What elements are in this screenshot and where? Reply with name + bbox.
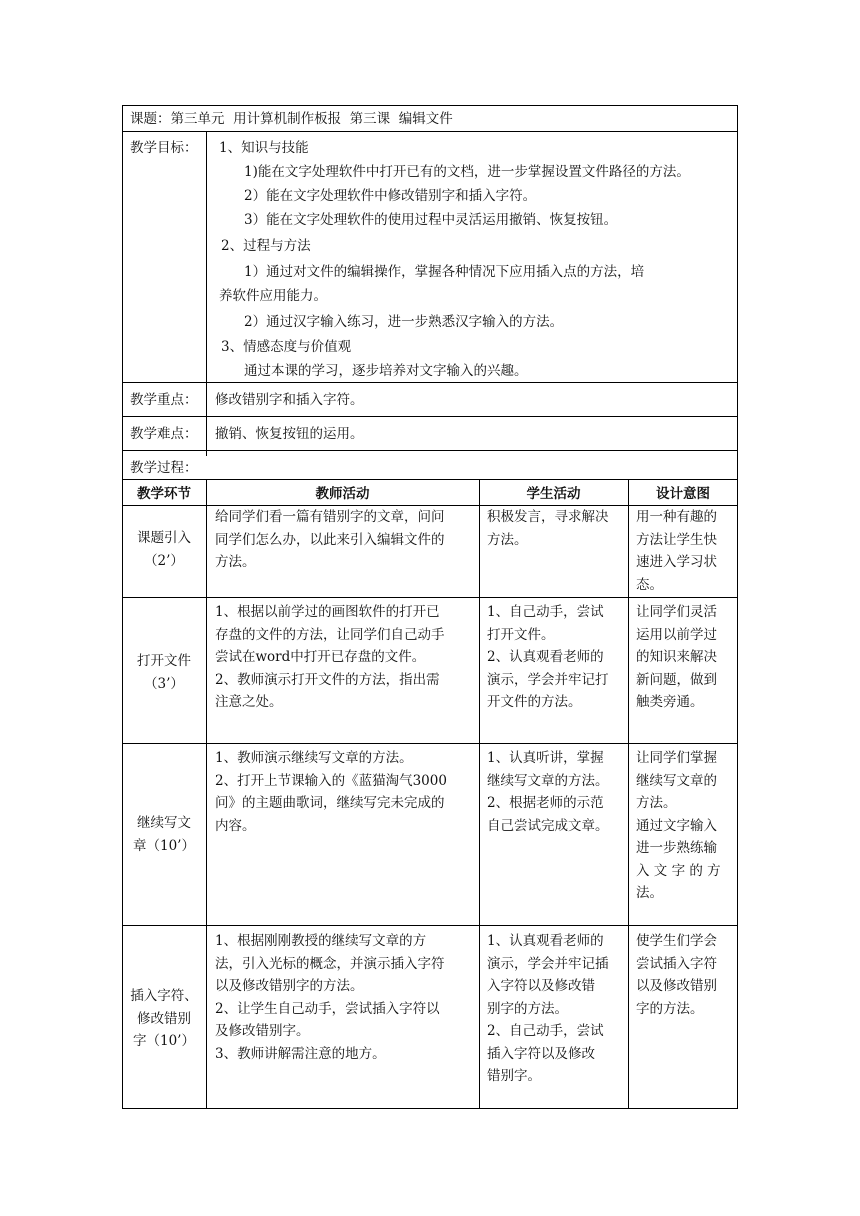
col-header-intent: 设计意图 — [656, 486, 710, 502]
objectives-label: 教学目标： — [130, 140, 198, 156]
col-header-teacher: 教师活动 — [315, 486, 370, 502]
table-row: 打开文件 （3’） — [137, 653, 191, 692]
objective-line: 2、过程与方法 — [221, 238, 311, 254]
process-label: 教学过程： — [130, 460, 198, 476]
objective-line: 3）能在文字处理软件的使用过程中灵活运用撤销、恢复按钮。 — [244, 212, 618, 228]
table-row: 课题引入 （2’） — [137, 530, 191, 569]
table-row: 继续写文 章（10’） — [133, 815, 195, 854]
objective-line: 1）通过对文件的编辑操作，掌握各种情况下应用插入点的方法，培 — [244, 264, 645, 280]
difficulty-value: 撤销、恢复按钮的运用。 — [215, 426, 364, 442]
lesson-title: 课题：第三单元 用计算机制作板报 第三课 编辑文件 — [130, 111, 453, 127]
objective-line: 通过本课的学习，逐步培养对文字输入的兴趣。 — [244, 363, 528, 379]
col-header-student: 学生活动 — [526, 486, 581, 502]
objective-line: 1、知识与技能 — [219, 140, 309, 156]
objective-line: 3、情感态度与价值观 — [221, 339, 352, 355]
table-row: 插入字符、 修改错别 字（10’） — [130, 988, 198, 1049]
key-point-value: 修改错别字和插入字符。 — [215, 392, 364, 408]
key-point-label: 教学重点： — [130, 392, 198, 408]
lesson-plan-table: 课题：第三单元 用计算机制作板报 第三课 编辑文件 教学目标： 1、知识与技能 1)能在文字处理软件中打开已有的文档，进一步掌握设置文件路径的方法。 2）能在文字处理软件中修改错别字和插入字符。 3）能在文字处理软件的使用过程中灵活运用撤销、恢复按钮。 2、过程与方法 1）通过对文件的编辑操作，掌握各种情况下应用插入点的方法，培 养软件应用能力。 2）通过汉字输入练习，进一步熟悉汉字输入的方法。 3、情感态度与价值观 通过本课的学习，逐步培养对文字输入的兴趣。 教学重点： 修改错别字和插入字符。 教学难点： 撤销、恢复按钮的运用。 教学过程： 教学环节 教师活动 学生活动 设计意图 课题引入 （2’） 给同学们看一篇有错别字的文章，问问 同学们怎么办，以此来引入编辑文件的 方法。 积极发言，寻求解决 方法。 用一种有趣的 方法让学生快 速进入学习状 态。 打开文件 （3’） 1、根据以前学过的画图软件的打开已 存盘的文件的方法，让同学们自己动手 尝试在word中打开已存盘的文件。 2、教师演示打开文件的方法，指出需 注意之处。 1、自己动手，尝试 打开文件。 2、认真观看老师的 演示，学会并牢记打 开文件的方法。 让同学们灵活 运用以前学过 的知识来解决 新问题，做到 触类旁通。 继续写文 章（10’） 1、教师演示继续写文章的方法。 2、打开上节课输入的《蓝猫淘气3000 问》的主题曲歌词，继续写完未完成的 内容。 1、认真听讲，掌握 继续写文章的方法。 2、根据老师的示范 自己尝试完成文章。 让同学们掌握 继续写文章的 方法。 通过文字输入 进一步熟练输 入 文 字 的 方 法。 插入字符、 修改错别 字（10’） 1、根据刚刚教授的继续写文章的方 法，引入光标的概念，并演示插入字符 以及修改错别字的方法。 2、让学生自己动手，尝试插入字符以 及修改错别字。 3、教师讲解需注意的地方。 1、认真观看老师的 演示，学会并牢记插 入字符以及修改错 别字的方法。 2、自己动手，尝试 插入字符以及修改 错别字。 使学生们学会 尝试插入字符 以及修改错别 字的方法。 — [122, 105, 738, 1109]
col-header-stage: 教学环节 — [137, 486, 191, 502]
objective-line: 2）能在文字处理软件中修改错别字和插入字符。 — [244, 188, 537, 204]
objective-line: 养软件应用能力。 — [219, 288, 327, 304]
objective-line: 2）通过汉字输入练习，进一步熟悉汉字输入的方法。 — [244, 314, 564, 330]
objective-line: 1)能在文字处理软件中打开已有的文档，进一步掌握设置文件路径的方法。 — [244, 164, 690, 180]
difficulty-label: 教学难点： — [130, 426, 198, 442]
